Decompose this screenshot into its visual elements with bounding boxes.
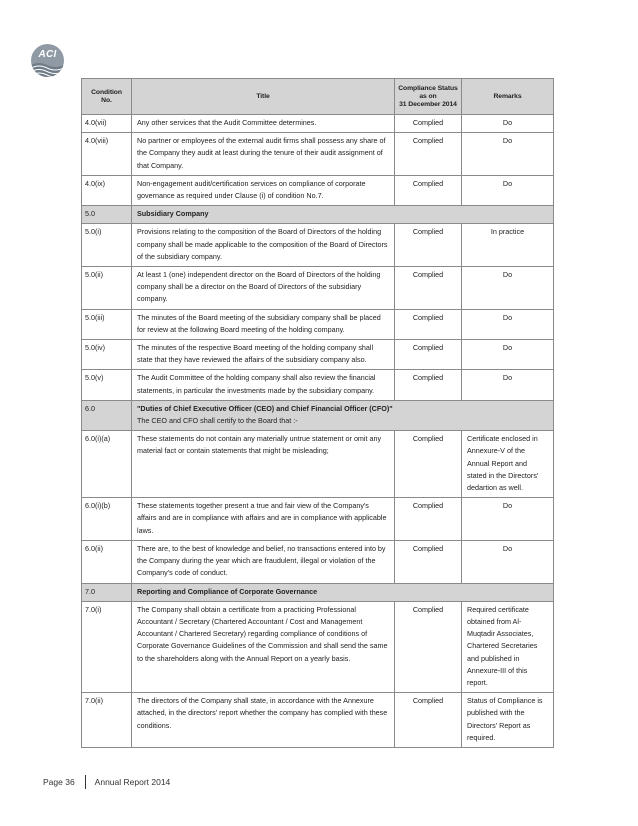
condition-no: 4.0(viii) xyxy=(82,133,132,176)
header-status-line3: 31 December 2014 xyxy=(399,100,457,108)
condition-title: Provisions relating to the composition of the Board of Directors of the holding company shall be made applicable to the composition of the Board of Directors of the subsidiary company. xyxy=(132,224,395,267)
header-status-line2: as on xyxy=(419,92,437,100)
footer-divider xyxy=(85,775,86,789)
table-header-row xyxy=(82,79,554,115)
logo-text: ACI xyxy=(38,49,57,60)
table-row xyxy=(82,601,554,692)
condition-title: Non-engagement audit/certification services on compliance of corporate governance as required under Clause (i) of condition No.7. xyxy=(132,175,395,205)
compliance-status: Complied xyxy=(395,340,462,370)
header-title: Title xyxy=(132,79,395,115)
remarks: Do xyxy=(462,133,554,176)
section-row xyxy=(82,400,554,430)
condition-no: 5.0(ii) xyxy=(82,267,132,310)
section-content xyxy=(132,400,554,430)
table-row xyxy=(82,498,554,541)
compliance-status: Complied xyxy=(395,601,462,692)
compliance-status: Complied xyxy=(395,224,462,267)
remarks: In practice xyxy=(462,224,554,267)
remarks: Do xyxy=(462,309,554,339)
header-status-line1: Compliance Status xyxy=(398,84,458,92)
condition-title: No partner or employees of the external audit firms shall possess any share of the Company they audit at least during the tenure of their audit assignment of that Company. xyxy=(132,133,395,176)
remarks: Do xyxy=(462,370,554,400)
condition-no: 5.0(iv) xyxy=(82,340,132,370)
header-compliance-status xyxy=(395,79,462,115)
condition-title: These statements do not contain any materially untrue statement or omit any material fact or contain statements that might be misleading; xyxy=(132,431,395,498)
header-remarks: Remarks xyxy=(462,79,554,115)
section-no: 5.0 xyxy=(82,206,132,224)
report-title: Annual Report 2014 xyxy=(94,777,171,787)
condition-title: The Audit Committee of the holding company shall also review the financial statements, in particular the investments made by the subsidiary company. xyxy=(132,370,395,400)
page-footer xyxy=(43,775,170,789)
compliance-status: Complied xyxy=(395,267,462,310)
company-logo xyxy=(31,44,64,77)
compliance-status: Complied xyxy=(395,498,462,541)
table-row xyxy=(82,693,554,748)
header-condition-no: Condition No. xyxy=(82,79,132,115)
page-number: Page 36 xyxy=(43,777,75,787)
condition-title: The directors of the Company shall state, in accordance with the Annexure attached, in the directors' report whether the company has complied with these conditions. xyxy=(132,693,395,748)
section-subtitle: The CEO and CFO shall certify to the Board that :- xyxy=(137,416,298,426)
remarks: Do xyxy=(462,540,554,583)
condition-title: The minutes of the Board meeting of the subsidiary company shall be placed for review at the following Board meeting of the holding company. xyxy=(132,309,395,339)
condition-no: 5.0(i) xyxy=(82,224,132,267)
compliance-status: Complied xyxy=(395,693,462,748)
section-row xyxy=(82,583,554,601)
table-row xyxy=(82,431,554,498)
section-title: Subsidiary Company xyxy=(132,206,554,224)
compliance-status: Complied xyxy=(395,115,462,133)
compliance-table xyxy=(81,78,554,748)
remarks: Do xyxy=(462,115,554,133)
compliance-status: Complied xyxy=(395,370,462,400)
condition-title: These statements together present a true and fair view of the Company's affairs and are in compliance with affairs and are in compliance with applicable laws. xyxy=(132,498,395,541)
condition-no: 6.0(i)(b) xyxy=(82,498,132,541)
condition-no: 4.0(vii) xyxy=(82,115,132,133)
table-row xyxy=(82,133,554,176)
table-row xyxy=(82,175,554,205)
remarks: Do xyxy=(462,267,554,310)
remarks: Do xyxy=(462,498,554,541)
condition-title: Any other services that the Audit Committee determines. xyxy=(132,115,395,133)
condition-no: 7.0(ii) xyxy=(82,693,132,748)
section-no: 6.0 xyxy=(82,400,132,430)
condition-no: 6.0(i)(a) xyxy=(82,431,132,498)
condition-no: 5.0(v) xyxy=(82,370,132,400)
condition-no: 6.0(ii) xyxy=(82,540,132,583)
compliance-status: Complied xyxy=(395,133,462,176)
remarks: Do xyxy=(462,340,554,370)
section-row xyxy=(82,206,554,224)
condition-no: 4.0(ix) xyxy=(82,175,132,205)
section-title: "Duties of Chief Executive Officer (CEO) and Chief Financial Officer (CFO)" xyxy=(137,403,393,413)
compliance-status: Complied xyxy=(395,175,462,205)
table-row xyxy=(82,340,554,370)
remarks: Certificate enclosed in Annexure-V of the Annual Report and stated in the Directors' dedartion as well. xyxy=(462,431,554,498)
section-title: Reporting and Compliance of Corporate Governance xyxy=(132,583,554,601)
remarks: Status of Compliance is published with the Directors' Report as required. xyxy=(462,693,554,748)
condition-title: The Company shall obtain a certificate from a practicing Professional Accountant / Secretary (Chartered Accountant / Cost and Management Accountant / Chartered Secretary) regarding compliance of conditions of Corporate Governance Guidelines of the Commission and shall send the same to the shareholders along with the Annual Report on a yearly basis. xyxy=(132,601,395,692)
condition-title: At least 1 (one) independent director on the Board of Directors of the holding company shall be a director on the Board of Directors of the subsidiary company. xyxy=(132,267,395,310)
remarks: Do xyxy=(462,175,554,205)
table-row xyxy=(82,115,554,133)
compliance-status: Complied xyxy=(395,431,462,498)
table-row xyxy=(82,309,554,339)
remarks: Required certificate obtained from Al-Muqtadir Associates, Chartered Secretaries and published in Annexure-III of this report. xyxy=(462,601,554,692)
compliance-status: Complied xyxy=(395,309,462,339)
table-row xyxy=(82,224,554,267)
table-row xyxy=(82,540,554,583)
condition-title: There are, to the best of knowledge and belief, no transactions entered into by the Company during the year which are fraudulent, illegal or violation of the Company's code of conduct. xyxy=(132,540,395,583)
condition-no: 7.0(i) xyxy=(82,601,132,692)
section-no: 7.0 xyxy=(82,583,132,601)
table-row xyxy=(82,370,554,400)
condition-title: The minutes of the respective Board meeting of the holding company shall state that they have reviewed the affairs of the subsidiary company also. xyxy=(132,340,395,370)
compliance-status: Complied xyxy=(395,540,462,583)
condition-no: 5.0(iii) xyxy=(82,309,132,339)
table-row xyxy=(82,267,554,310)
